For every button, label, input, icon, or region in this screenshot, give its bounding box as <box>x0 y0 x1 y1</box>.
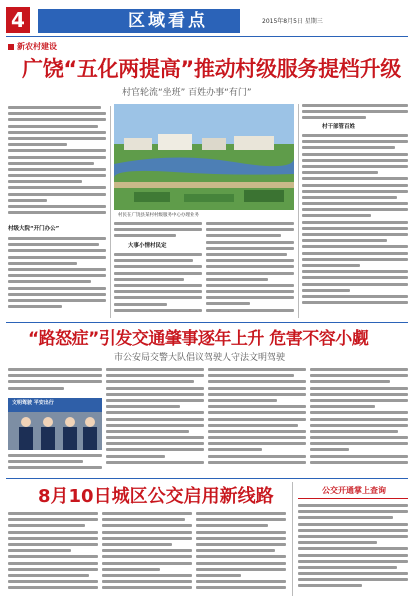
column-rule <box>110 106 111 318</box>
story1-subhead-d: 村干部管百姓 <box>322 124 356 130</box>
story1-col4-top <box>302 104 408 124</box>
story-divider <box>6 322 408 323</box>
photo-banner-text: 文明驾驶 平安出行 <box>12 400 54 406</box>
story4-body <box>298 504 408 596</box>
story1-col2-bottom <box>114 253 202 319</box>
kicker-marker <box>8 44 14 50</box>
story2-col1-top <box>8 368 102 398</box>
story1-col1-bottom <box>8 237 106 319</box>
story-divider <box>6 478 408 479</box>
section-title: 区域看点 <box>128 11 208 31</box>
column-rule <box>298 104 299 318</box>
story4-headline: 公交开通掌上查询 <box>322 486 386 495</box>
story2-headline: “路怒症”引发交通肇事逐年上升 危害不容小觑 <box>28 329 369 349</box>
story1-subhead-a: 村级大院“开门办公” <box>8 226 60 232</box>
story2-col2 <box>106 368 204 474</box>
issue-date: 2015年8月5日 星期三 <box>262 18 323 25</box>
story2-col1-bottom <box>8 454 102 474</box>
story1-kicker: 新农村建设 <box>17 42 57 51</box>
village-photo <box>114 104 294 210</box>
story1-headline: 广饶“五化两提高”推动村级服务提档升级 <box>22 57 401 81</box>
story3-col2 <box>102 512 192 596</box>
story1-col4-bottom <box>302 134 408 318</box>
story3-col1 <box>8 512 98 596</box>
story1-col3 <box>206 222 294 319</box>
column-rule <box>292 482 293 596</box>
story3-col3 <box>196 512 286 596</box>
story4-rule <box>298 498 408 499</box>
story3-headline: 8月10日城区公交启用新线路 <box>38 486 274 507</box>
village-aerial-image <box>114 104 294 210</box>
story1-col1-top <box>8 106 106 222</box>
photo-caption: 村民在广饶县某村村级服务中心办理业务 <box>118 213 199 218</box>
story1-subheadline: 村官轮流“坐班” 百姓办事“有门” <box>122 88 252 98</box>
story2-col4 <box>310 368 408 474</box>
page-number: 4 <box>6 7 30 33</box>
story2-subheadline: 市公安局交警大队倡议驾驶人守法文明驾驶 <box>114 353 286 363</box>
story2-col3 <box>208 368 306 474</box>
story1-subhead-c: 大事小情村民定 <box>128 243 167 249</box>
header-rule <box>6 36 408 37</box>
page-header <box>0 0 415 36</box>
story1-col2-top <box>114 222 202 242</box>
